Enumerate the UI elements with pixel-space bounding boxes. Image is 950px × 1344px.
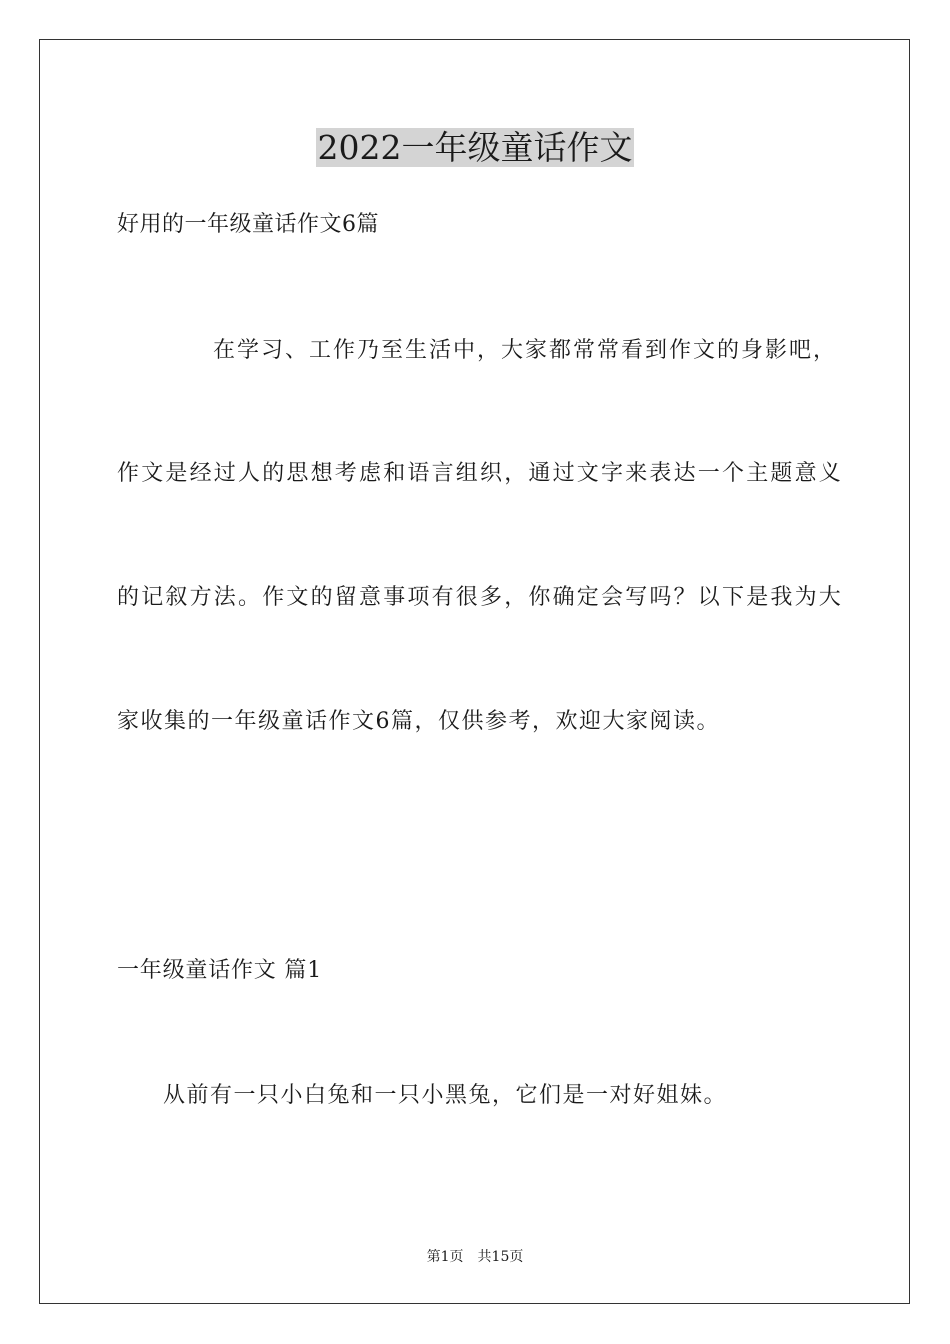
intro-line-3: 的记叙方法。作文的留意事项有很多，你确定会写吗？以下是我为大	[117, 585, 844, 610]
intro-line-2: 作文是经过人的思想考虑和语言组织，通过文字来表达一个主题意义	[117, 461, 844, 486]
intro-line-4: 家收集的一年级童话作文6篇，仅供参考，欢迎大家阅读。	[117, 709, 720, 734]
document-subtitle: 好用的一年级童话作文6篇	[117, 212, 379, 237]
document-title-text: 2022一年级童话作文	[317, 128, 633, 167]
story-paragraph: 从前有一只小白兔和一只小黑兔，它们是一对好姐妹。	[163, 1083, 728, 1108]
page-footer: 第1页 共15页	[426, 1249, 524, 1265]
intro-line-1: 在学习、工作乃至生活中，大家都常常看到作文的身影吧，	[213, 338, 838, 363]
document-title	[0, 126, 950, 170]
section-heading: 一年级童话作文 篇1	[117, 958, 322, 983]
